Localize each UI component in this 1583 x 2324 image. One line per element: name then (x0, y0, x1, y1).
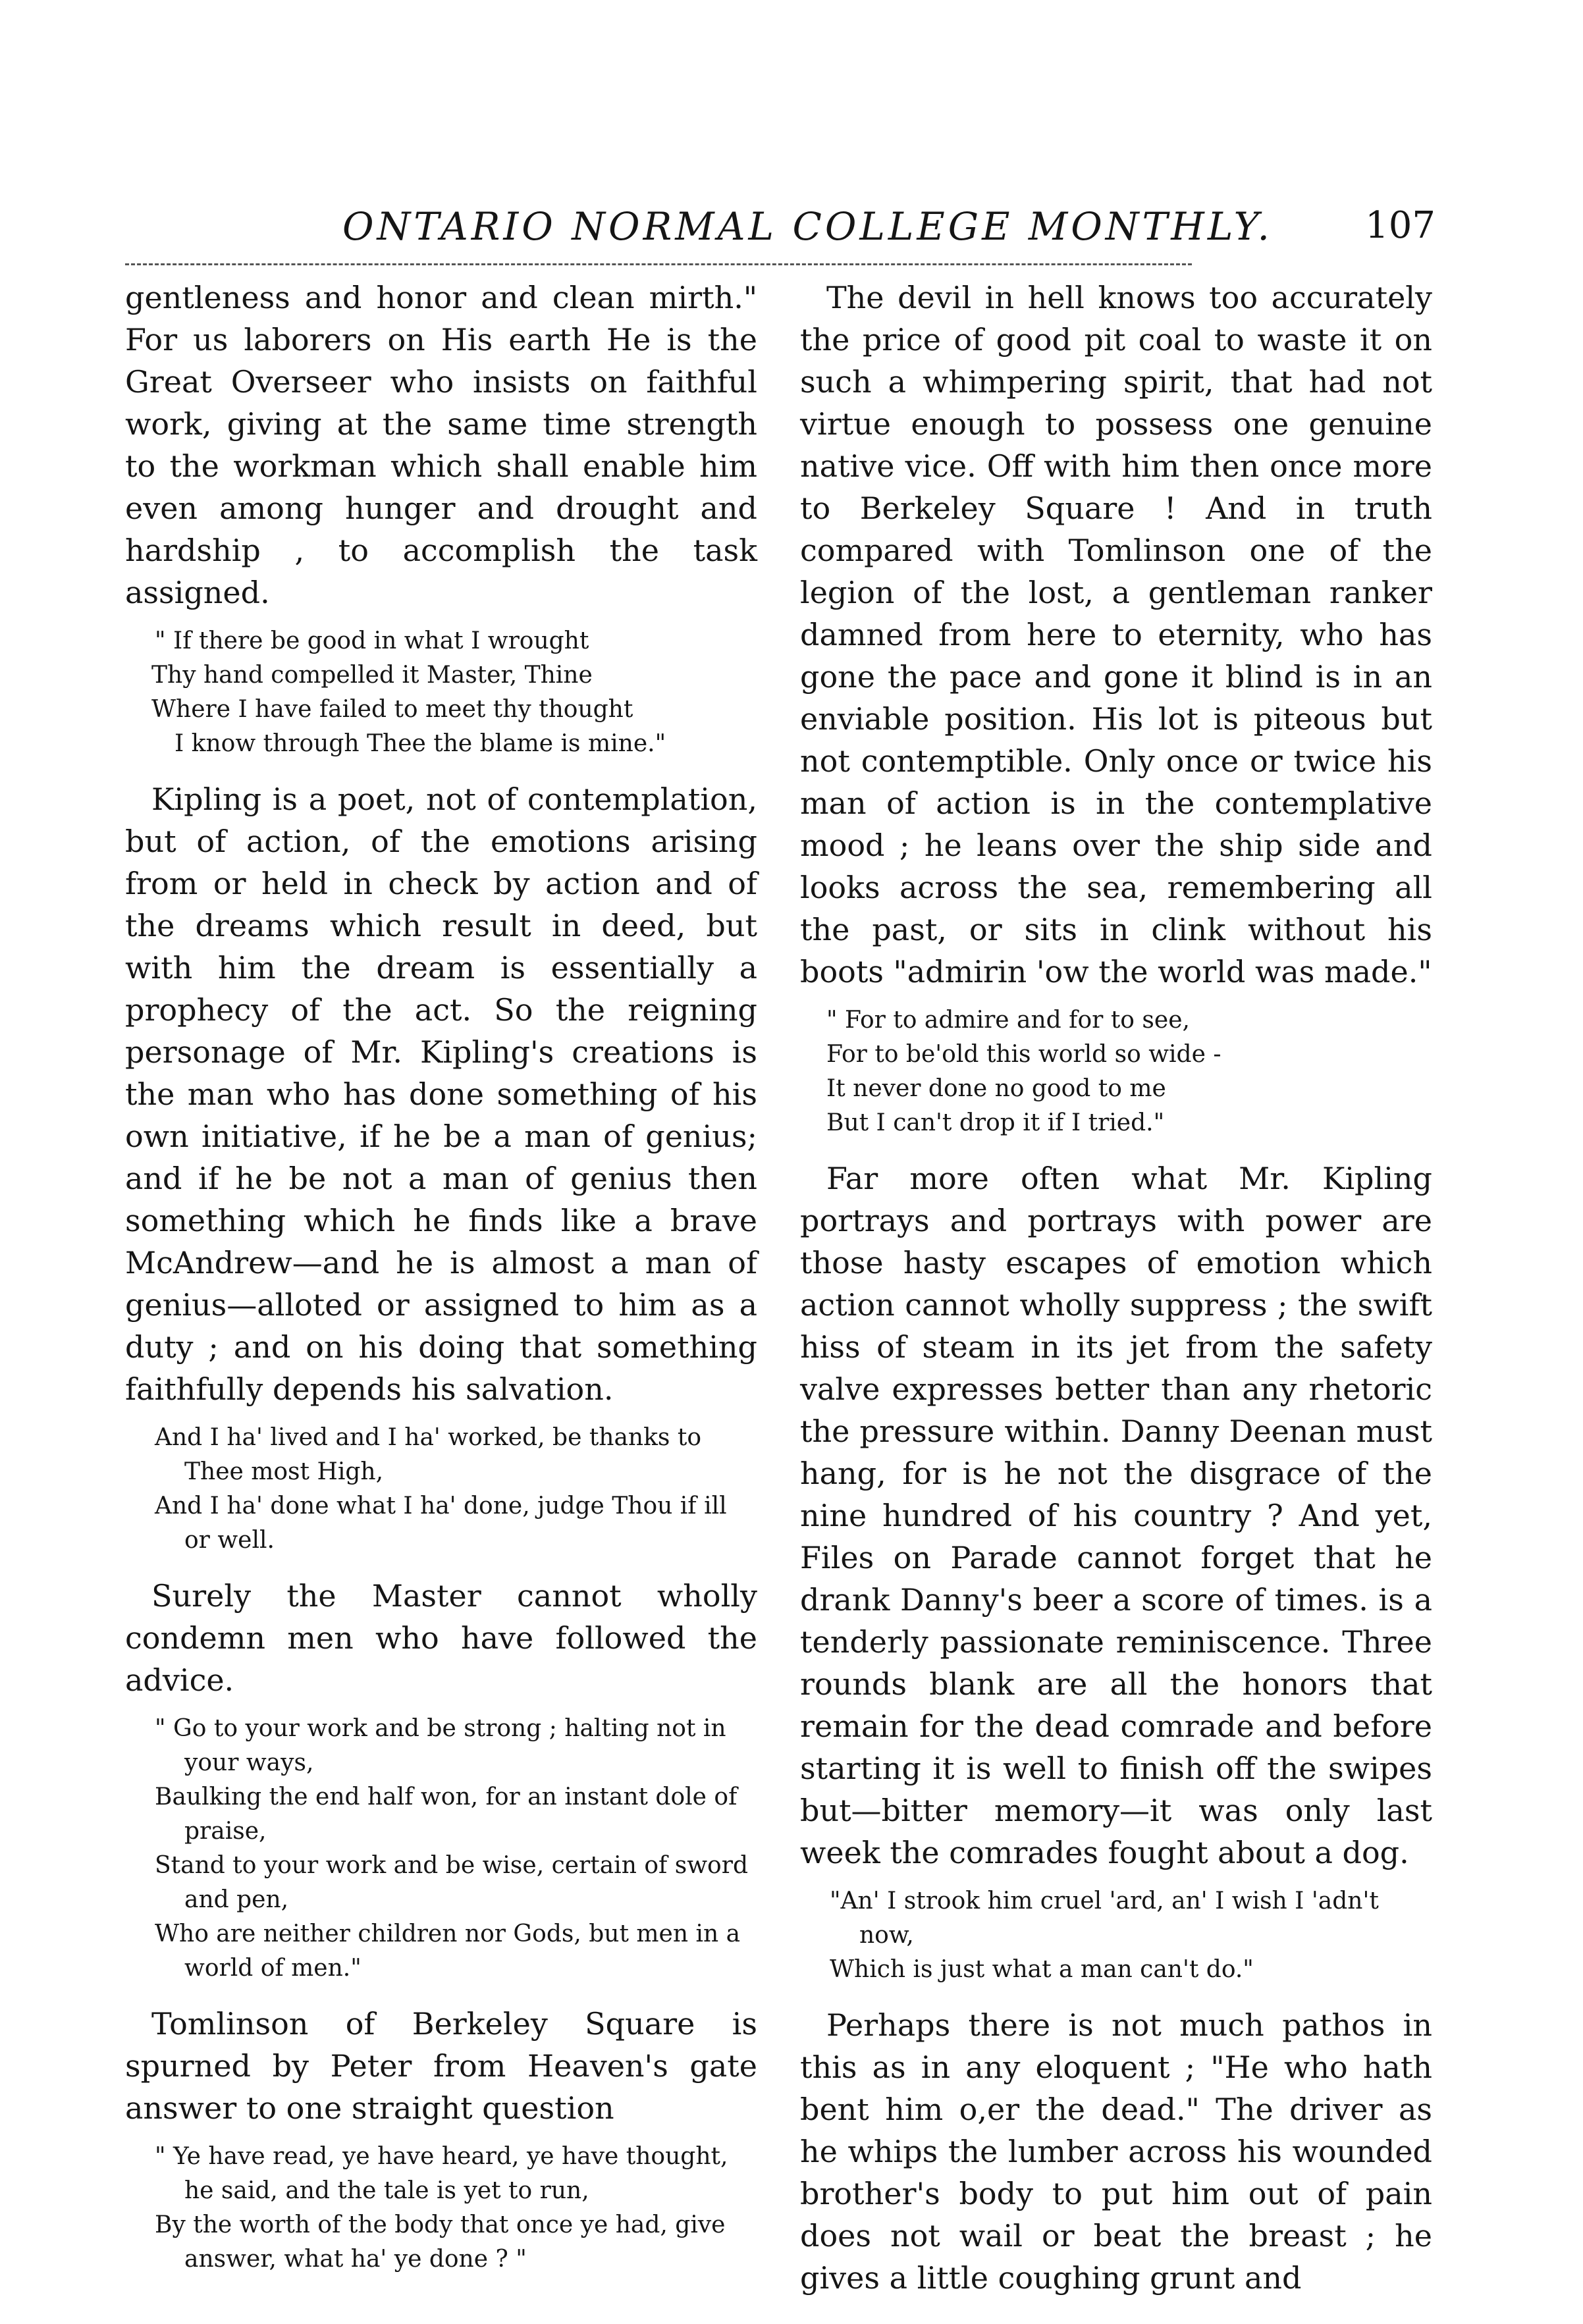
verse-quote (125, 1712, 757, 1986)
verse-line: "An' I strook him cruel 'ard, an' I wish I 'adn't now, (830, 1888, 1379, 1949)
verse-line: " Ye have read, ye have heard, ye have thought, he said, and the tale is yet to run, (155, 2143, 728, 2204)
verse-line: Which is just what a man can't do." (830, 1956, 1254, 1983)
verse-quote (125, 1421, 757, 1558)
verse-line: Stand to your work and be wise, certain of sword and pen, (155, 1852, 748, 1913)
verse-quote (125, 2140, 757, 2277)
verse-line: By the worth of the body that once ye had, give answer, what ha' ye done ? " (155, 2211, 726, 2273)
right-column (800, 277, 1432, 2299)
paragraph: Kipling is a poet, not of contemplation, but of action, of the emotions arising from or held in check by action and of the dreams which result in deed, but with him the dream is essentially a prophecy of the act. So the reigning personage of Mr. Kipling's creations is the man who has done something of his own initiative, if he be a man of genius; and if he be not a man of genius then something which he finds like a brave McAndrew—and he is almost a man of genius—alloted or assigned to him as a duty ; and on his doing that something faithfully depends his salvation. (125, 781, 757, 1407)
verse-line: And I ha' lived and I ha' worked, be thanks to Thee most High, (155, 1424, 701, 1485)
page-number: 107 (1365, 204, 1435, 247)
verse-line: For to be'old this world so wide - (826, 1041, 1221, 1068)
verse-line: Who are neither children nor Gods, but men in a world of men." (155, 1920, 741, 1982)
left-column (125, 277, 757, 2294)
page-header (125, 204, 1435, 257)
paragraph: The devil in hell knows too accurately the price of good pit coal to waste it on such a whimpering spirit, that had not virtue enough to possess one genuine native vice. Off with him then once more to Berkeley Square ! And in truth compared with Tomlinson one of the legion of the lost, a gentleman ranker damned from here to eternity, who has gone the pace and gone it blind is in an enviable position. His lot is piteous but not contemptible. Only once or twice his man of action is in the contemplative mood ; he leans over the ship side and looks across the sea, remembering all the past, or sits in clink without his boots "admirin 'ow the world was made." (800, 280, 1432, 990)
paragraph: Tomlinson of Berkeley Square is spurned by Peter from Heaven's gate answer to one straight question (125, 2006, 757, 2126)
paragraph: gentleness and honor and clean mirth." For us laborers on His earth He is the Great Overseer who insists on faithful work, giving at the same time strength to the workman which shall enable him even among hunger and drought and hardship , to accomplish the task assigned. (125, 280, 757, 610)
paragraph: Far more often what Mr. Kipling portrays and portrays with power are those hasty escapes of emotion which action cannot wholly suppress ; the swift hiss of steam in its jet from the safety valve expresses better than any rhetoric the pressure within. Danny Deenan must hang, for is he not the disgrace of the nine hundred of his country ? And yet, Files on Parade cannot forget that he drank Danny's beer a score of times. is a tenderly passionate reminiscence. Three rounds blank are all the honors that remain for the dead comrade and before starting it is well to finish off the swipes but—bitter memory—it was only last week the comrades fought about a dog. (800, 1161, 1432, 1870)
running-title: ONTARIO NORMAL COLLEGE MONTHLY. (342, 204, 1273, 249)
verse-quote (800, 1003, 1432, 1140)
verse-line: Baulking the end half won, for an instant dole of praise, (155, 1783, 738, 1845)
header-rule (125, 263, 1192, 265)
verse-line: " Go to your work and be strong ; halting not in your ways, (155, 1715, 726, 1776)
verse-line: I know through Thee the blame is mine." (174, 730, 666, 757)
verse-line: And I ha' done what I ha' done, judge Thou if ill or well. (155, 1492, 727, 1554)
paragraph: Perhaps there is not much pathos in this as in any eloquent ; "He who hath bent him o,er the dead." The driver as he whips the lumber across his wounded brother's body to put him out of pain does not wail or beat the breast ; he gives a little coughing grunt and (800, 2007, 1432, 2296)
verse-quote (800, 1884, 1432, 1987)
verse-line: It never done no good to me (826, 1075, 1166, 1102)
verse-line: But I can't drop it if I tried." (826, 1109, 1165, 1136)
verse-quote (125, 624, 757, 761)
verse-line: " If there be good in what I wrought (155, 627, 589, 654)
verse-line: Thy hand compelled it Master, Thine (151, 662, 593, 689)
paragraph: Surely the Master cannot wholly condemn men who have followed the advice. (125, 1578, 757, 1698)
verse-line: Where I have failed to meet thy thought (151, 696, 633, 723)
verse-line: " For to admire and for to see, (826, 1007, 1190, 1034)
